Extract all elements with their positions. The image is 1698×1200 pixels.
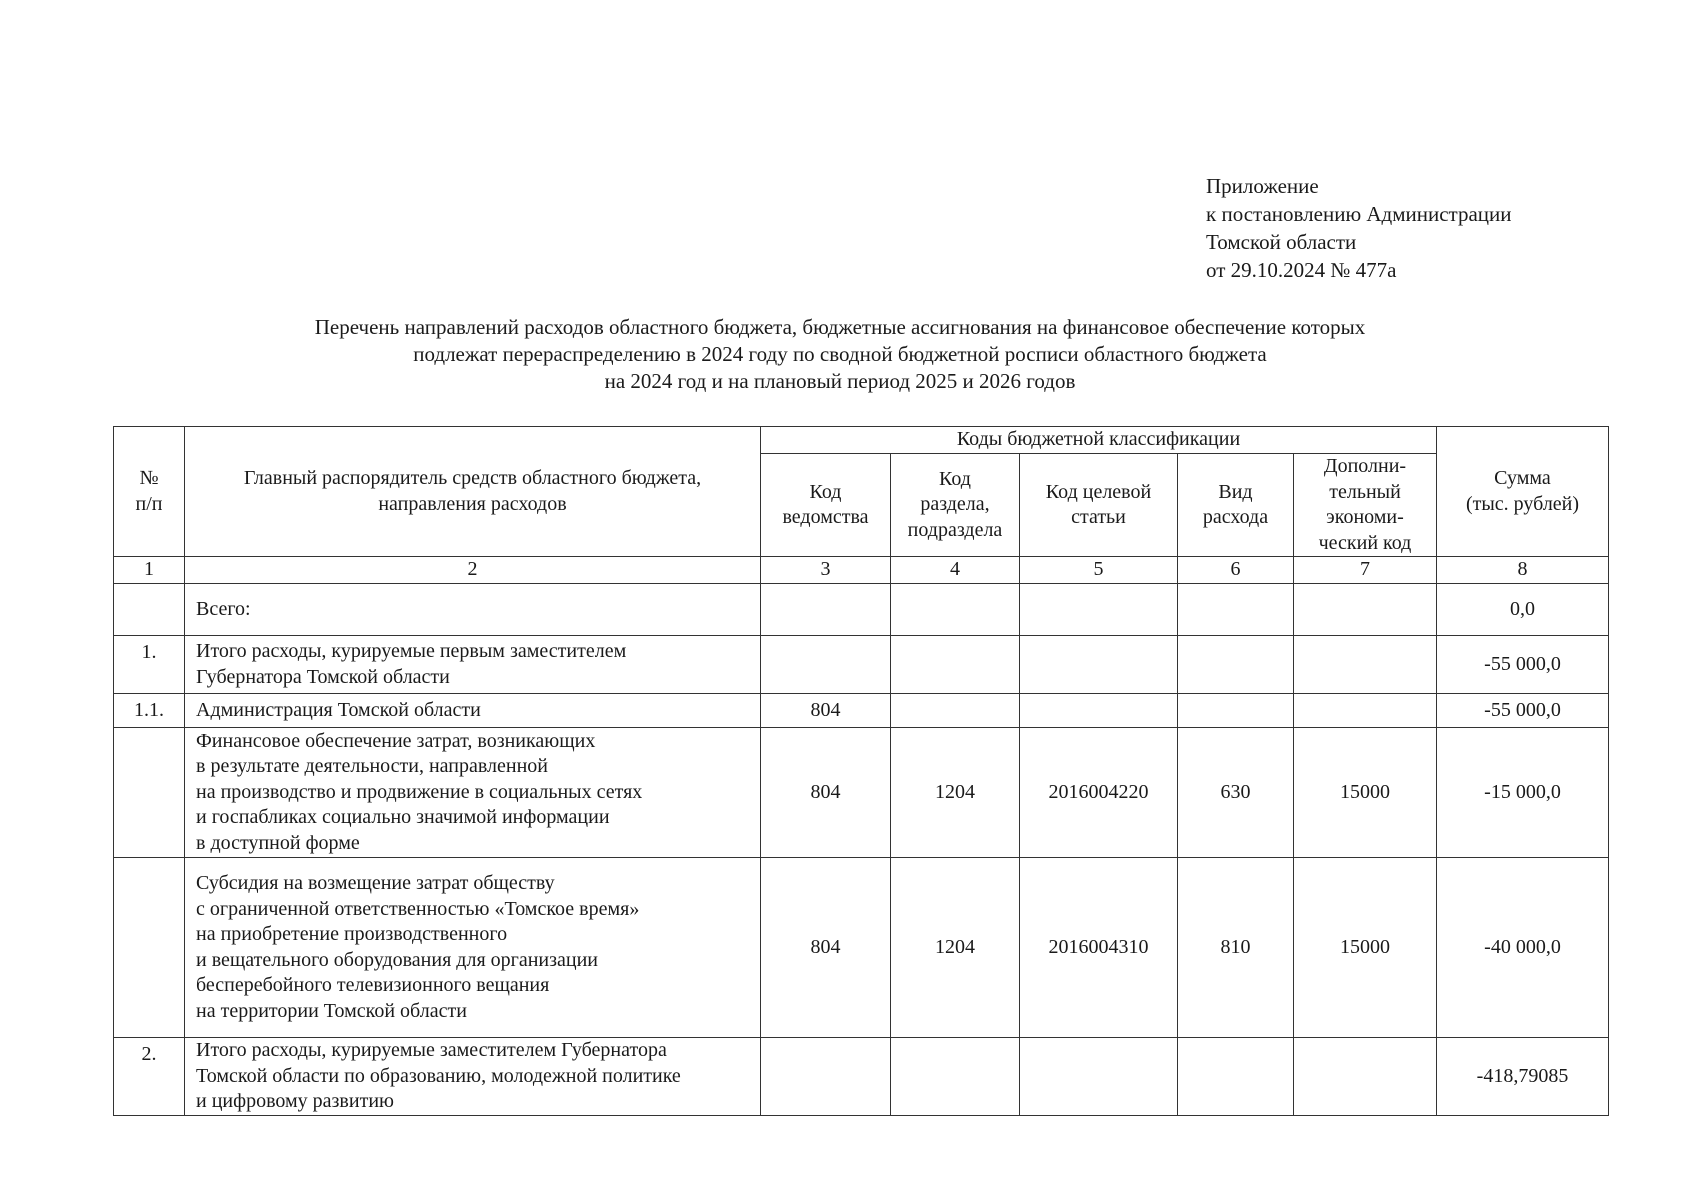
header-extra-code: Дополни- тельный экономи- ческий код (1294, 454, 1437, 557)
row-num (114, 584, 185, 636)
row-target (1020, 694, 1178, 728)
row-type (1178, 694, 1294, 728)
column-number: 2 (185, 557, 761, 584)
appendix-line: Томской области (1206, 230, 1357, 254)
header-codes-group: Коды бюджетной классификации (761, 427, 1437, 454)
row-extra (1294, 636, 1437, 694)
row-sum: -55 000,0 (1437, 694, 1609, 728)
row-extra (1294, 584, 1437, 636)
header-name: Главный распорядитель средств областного бюджета, направления расходов (185, 427, 761, 557)
row-name: Всего: (185, 584, 761, 636)
column-number: 5 (1020, 557, 1178, 584)
row-name: Финансовое обеспечение затрат, возникающих в результате деятельности, направленной на производство и продвижение в социальных сетях и госпабликах социально значимой информации в доступной форме (185, 728, 761, 858)
row-section (891, 1038, 1020, 1116)
row-dept: 804 (761, 728, 891, 858)
row-dept (761, 584, 891, 636)
row-sum: -55 000,0 (1437, 636, 1609, 694)
row-dept: 804 (761, 858, 891, 1038)
row-type: 810 (1178, 858, 1294, 1038)
appendix-line: к постановлению Администрации (1206, 202, 1512, 226)
header-target-code: Код целевой статьи (1020, 454, 1178, 557)
header-sum: Сумма (тыс. рублей) (1437, 427, 1609, 557)
column-number: 6 (1178, 557, 1294, 584)
title-line: на 2024 год и на плановый период 2025 и 2026 годов (604, 369, 1076, 393)
row-sum: -15 000,0 (1437, 728, 1609, 858)
row-name: Итого расходы, курируемые первым заместителем Губернатора Томской области (185, 636, 761, 694)
row-target: 2016004310 (1020, 858, 1178, 1038)
row-sum: 0,0 (1437, 584, 1609, 636)
row-extra (1294, 1038, 1437, 1116)
row-extra: 15000 (1294, 858, 1437, 1038)
row-dept (761, 636, 891, 694)
appendix-line: Приложение (1206, 174, 1319, 198)
row-name: Итого расходы, курируемые заместителем Губернатора Томской области по образованию, молодежной политике и цифровому развитию (185, 1038, 761, 1116)
title-line: подлежат перераспределению в 2024 году по сводной бюджетной росписи областного бюджета (413, 342, 1267, 366)
row-type (1178, 584, 1294, 636)
column-number: 1 (114, 557, 185, 584)
table-row (114, 1038, 1609, 1116)
row-dept: 804 (761, 694, 891, 728)
row-name: Субсидия на возмещение затрат обществу с ограниченной ответственностью «Томское время» на приобретение производственного и вещательного оборудования для организации бесперебойного телевизионного вещания на территории Томской области (185, 858, 761, 1038)
row-target (1020, 636, 1178, 694)
column-number: 4 (891, 557, 1020, 584)
row-sum: -418,79085 (1437, 1038, 1609, 1116)
appendix-block (1206, 172, 1512, 284)
row-num (114, 728, 185, 858)
row-extra: 15000 (1294, 728, 1437, 858)
title-line: Перечень направлений расходов областного бюджета, бюджетные ассигнования на финансовое обеспечение которых (314, 315, 1366, 339)
row-type (1178, 636, 1294, 694)
header-expense-type: Вид расхода (1178, 454, 1294, 557)
budget-table (113, 426, 1609, 1116)
column-number: 7 (1294, 557, 1437, 584)
row-type: 630 (1178, 728, 1294, 858)
row-target: 2016004220 (1020, 728, 1178, 858)
column-number: 8 (1437, 557, 1609, 584)
column-number: 3 (761, 557, 891, 584)
row-sum: -40 000,0 (1437, 858, 1609, 1038)
row-section (891, 636, 1020, 694)
row-section (891, 694, 1020, 728)
table-row (114, 858, 1609, 1038)
row-dept (761, 1038, 891, 1116)
row-section: 1204 (891, 728, 1020, 858)
table-row-total (114, 584, 1609, 636)
table-row (114, 728, 1609, 858)
row-type (1178, 1038, 1294, 1116)
row-num: 1.1. (114, 694, 185, 728)
header-dept-code: Код ведомства (761, 454, 891, 557)
row-num (114, 858, 185, 1038)
table-row (114, 694, 1609, 728)
row-name: Администрация Томской области (185, 694, 761, 728)
row-num: 2. (114, 1038, 185, 1116)
row-target (1020, 584, 1178, 636)
table-row (114, 636, 1609, 694)
row-extra (1294, 694, 1437, 728)
row-target (1020, 1038, 1178, 1116)
row-num: 1. (114, 636, 185, 694)
header-section-code: Код раздела, подраздела (891, 454, 1020, 557)
document-title (0, 314, 1680, 395)
appendix-line: от 29.10.2024 № 477а (1206, 258, 1397, 282)
header-num: № п/п (114, 427, 185, 557)
row-section (891, 584, 1020, 636)
row-section: 1204 (891, 858, 1020, 1038)
